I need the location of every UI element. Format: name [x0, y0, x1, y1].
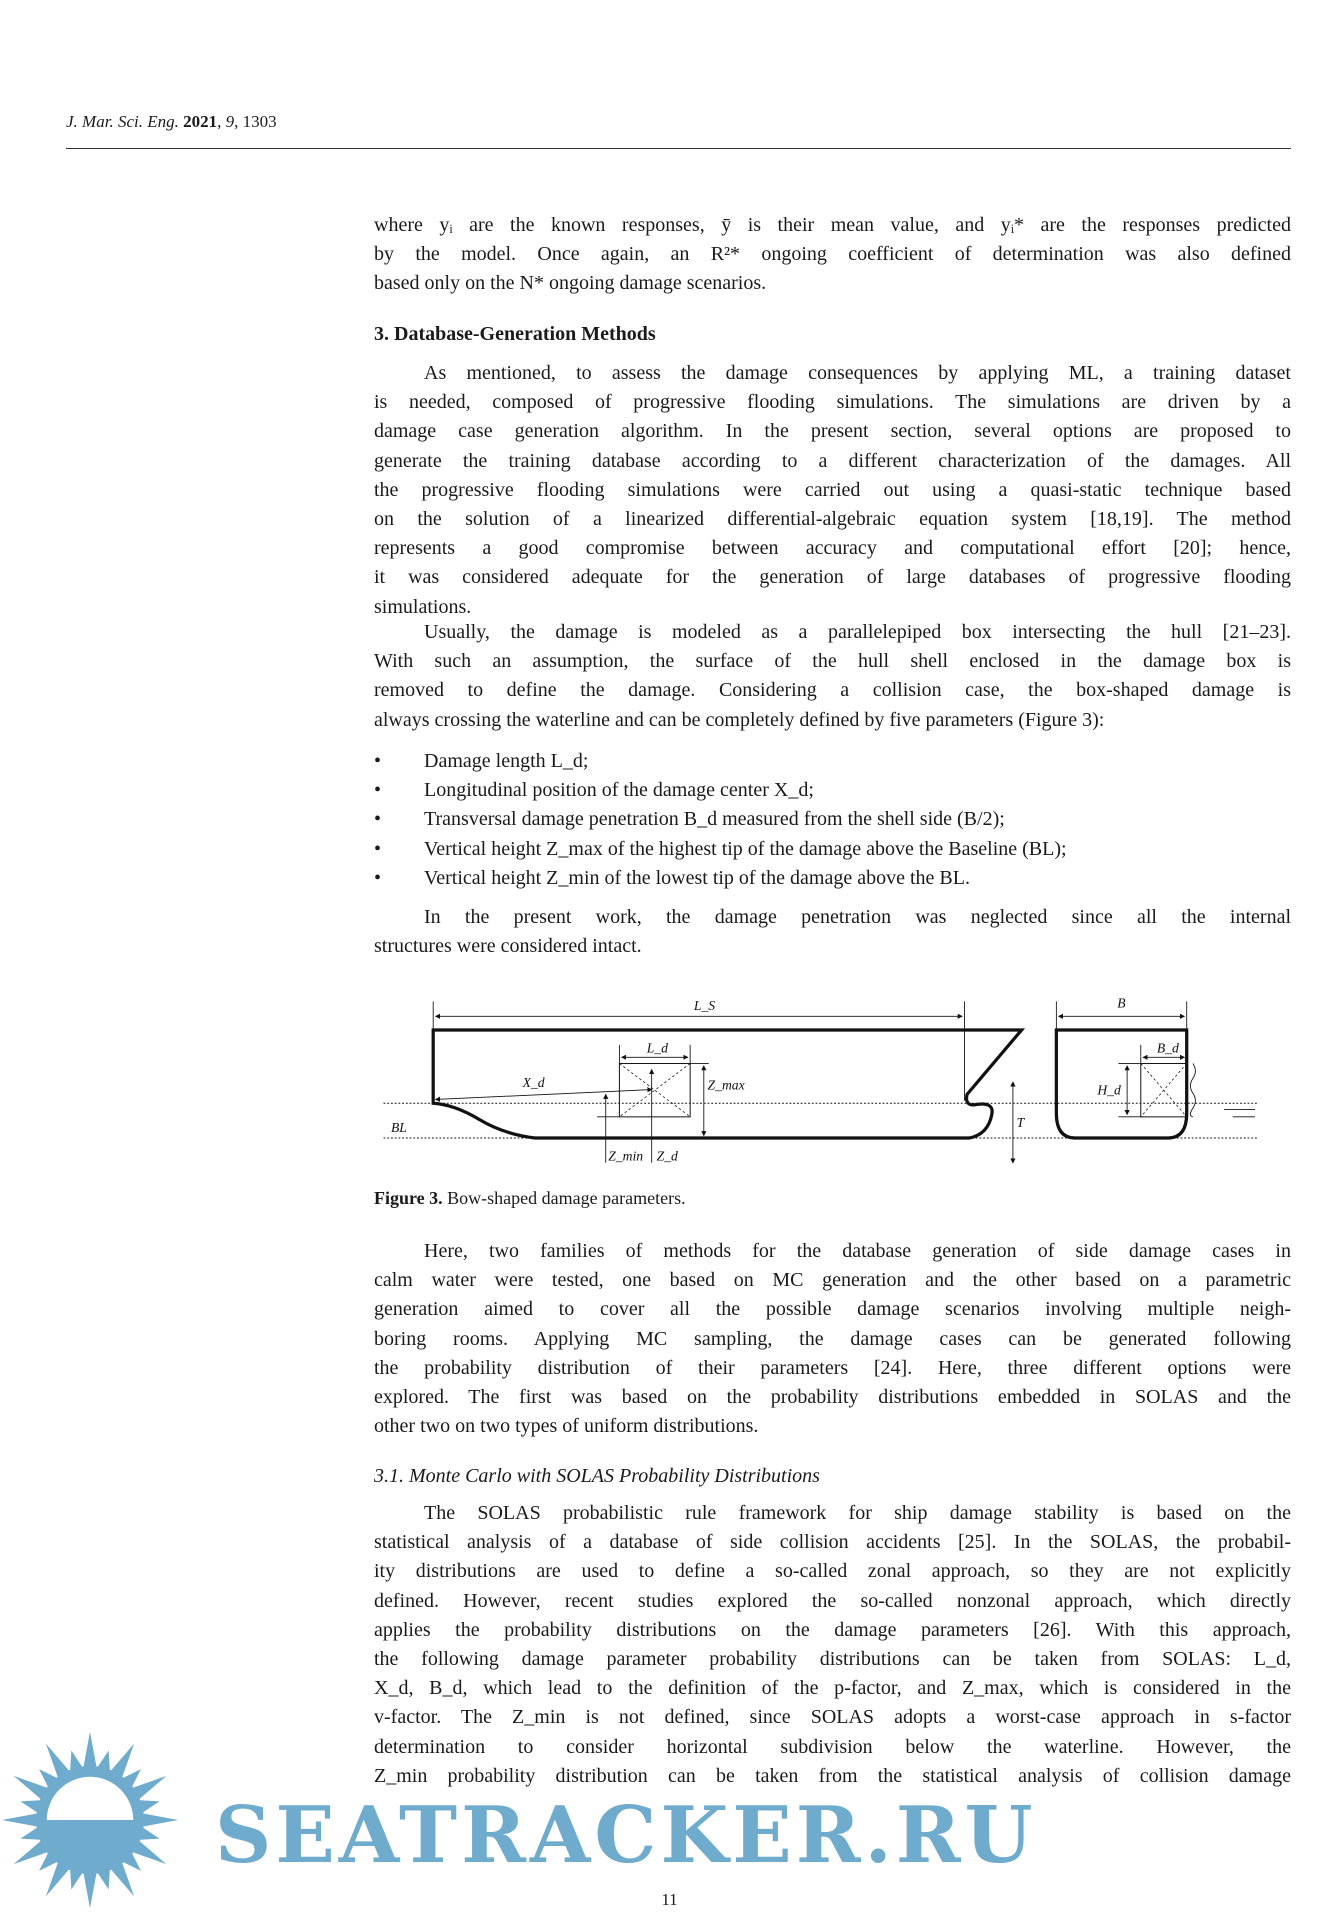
list-item [374, 747, 1291, 776]
text-line: As mentioned, to assess the damage consequences by applying ML, a training dataset [424, 362, 1291, 384]
label-zmin: Z_min [608, 1148, 644, 1164]
sun-ray [83, 1732, 97, 1768]
article-number: 1303 [242, 112, 277, 131]
bullet: • [374, 808, 382, 831]
volume: 9 [225, 112, 235, 131]
journal-name: J. Mar. Sci. Eng. [66, 112, 179, 131]
text-line: is needed, composed of progressive flooding simulations. The simulations are driven by a [374, 391, 1291, 414]
section-heading: 3. Database-Generation Methods [374, 323, 656, 345]
text-line: other two on two types of uniform distributions. [374, 1415, 759, 1438]
text-line: generate the training database according to a different characterization of the damages. All [374, 449, 1291, 472]
list-item [374, 805, 1291, 834]
text-line: always crossing the waterline and can be completely defined by five parameters (Figure 3): [374, 708, 1105, 731]
text-line: where yᵢ are the known responses, ȳ is their mean value, and yᵢ* are the responses predicted [374, 214, 1291, 236]
list-item-text: Longitudinal position of the damage center X_d; [424, 779, 814, 802]
label-b: B [1117, 995, 1126, 1011]
text-line: Usually, the damage is modeled as a parallelepiped box intersecting the hull [21–23]. [424, 621, 1291, 643]
subsection-heading: 3.1. Monte Carlo with SOLAS Probability Distributions [374, 1465, 820, 1487]
text-line: based only on the N* ongoing damage scenarios. [374, 272, 767, 295]
text-line: Here, two families of methods for the database generation of side damage cases in [424, 1240, 1291, 1262]
label-xd: X_d [522, 1075, 545, 1091]
text-line: removed to define the damage. Considering a collision case, the box-shaped damage is [374, 679, 1291, 702]
watermark-sun-icon [0, 1730, 180, 1910]
bullet: • [374, 837, 382, 860]
label-bl: BL [390, 1119, 407, 1135]
paragraph-1 [374, 211, 1291, 299]
text-line: generation aimed to cover all the possible damage scenarios involving multiple neigh- [374, 1298, 1291, 1321]
text-line: the probability distribution of their parameters [24]. Here, three different options were [374, 1356, 1291, 1379]
label-zd: Z_d [656, 1148, 678, 1164]
text-line: calm water were tested, one based on MC generation and the other based on a parametric [374, 1269, 1291, 1292]
text-line: simulations. [374, 595, 472, 618]
parameter-list [374, 747, 1291, 893]
sun-ray [142, 1813, 178, 1827]
text-line: explored. The first was based on the probability distributions embedded in SOLAS and the [374, 1386, 1291, 1409]
text-line: ity distributions are used to define a so-called zonal approach, so they are not explicitly [374, 1560, 1291, 1583]
paragraph-2 [374, 359, 1291, 622]
list-item [374, 835, 1291, 864]
text-line: it was considered adequate for the generation of large databases of progressive flooding [374, 566, 1291, 589]
page-number: 11 [661, 1890, 678, 1909]
list-item [374, 864, 1291, 893]
text-line: determination to consider horizontal subdivision below the waterline. However, the [374, 1735, 1291, 1758]
caption-label: Figure 3. [374, 1188, 443, 1208]
label-bd: B_d [1156, 1040, 1179, 1056]
paragraph-5 [374, 1237, 1291, 1441]
ship-damage-figure [373, 989, 1268, 1169]
text-line: on the solution of a linearized differential-algebraic equation system [18,19]. The method [374, 508, 1291, 531]
text-line: structures were considered intact. [374, 935, 642, 958]
text-line: the progressive flooding simulations were carried out using a quasi-static technique based [374, 478, 1291, 501]
year: 2021 [183, 112, 218, 131]
figure-caption [374, 1188, 686, 1209]
text-line: represents a good compromise between accuracy and computational effort [20]; hence, [374, 537, 1291, 560]
paragraph-4 [374, 903, 1291, 961]
label-ls: L_S [693, 998, 716, 1014]
list-item-text: Vertical height Z_max of the highest tip of the damage above the Baseline (BL); [424, 837, 1067, 860]
text-line: boring rooms. Applying MC sampling, the damage cases can be generated following [374, 1327, 1291, 1350]
bullet: • [374, 866, 382, 889]
label-hd: H_d [1097, 1082, 1121, 1098]
bullet: • [374, 779, 382, 802]
text-line: the following damage parameter probability distributions can be taken from SOLAS: L_d, [374, 1648, 1291, 1671]
label-ld: L_d [646, 1040, 668, 1056]
list-item [374, 776, 1291, 805]
text-line: The SOLAS probabilistic rule framework for ship damage stability is based on the [424, 1502, 1291, 1524]
watermark: SEATRACKER.RU [215, 1790, 1037, 1881]
paragraph-3 [374, 618, 1291, 735]
list-item-text: Transversal damage penetration B_d measured from the shell side (B/2); [424, 808, 1005, 831]
paragraph-6 [374, 1499, 1291, 1791]
text-line: by the model. Once again, an R²* ongoing coefficient of determination was also defined [374, 243, 1291, 266]
label-t: T [1016, 1114, 1025, 1130]
text-line: defined. However, recent studies explored the so-called nonzonal approach, which directly [374, 1589, 1291, 1612]
running-header: J. Mar. Sci. Eng. 2021, 9, 1303 [66, 112, 277, 131]
text-line: statistical analysis of a database of side collision accidents [25]. In the SOLAS, the probabil- [374, 1531, 1291, 1554]
list-item-text: Vertical height Z_min of the lowest tip of the damage above the BL. [424, 866, 970, 889]
caption-text: Bow-shaped damage parameters. [447, 1188, 686, 1208]
text-line: applies the probability distributions on the damage parameters [26]. With this approach, [374, 1618, 1291, 1641]
sun-ray [2, 1813, 38, 1827]
text-line: X_d, B_d, which lead to the definition of the p-factor, and Z_max, which is considered in the [374, 1677, 1291, 1700]
header-rule [66, 148, 1291, 149]
label-zmax: Z_max [707, 1077, 745, 1093]
text-line: Z_min probability distribution can be taken from the statistical analysis of collision damage [374, 1764, 1291, 1787]
bullet: • [374, 750, 382, 772]
text-line: With such an assumption, the surface of the hull shell enclosed in the damage box is [374, 650, 1291, 673]
text-line: In the present work, the damage penetration was neglected since all the internal [424, 906, 1291, 928]
text-line: v-factor. The Z_min is not defined, since SOLAS adopts a worst-case approach in s-factor [374, 1706, 1291, 1729]
text-line: damage case generation algorithm. In the present section, several options are proposed to [374, 420, 1291, 443]
list-item-text: Damage length L_d; [424, 750, 589, 772]
